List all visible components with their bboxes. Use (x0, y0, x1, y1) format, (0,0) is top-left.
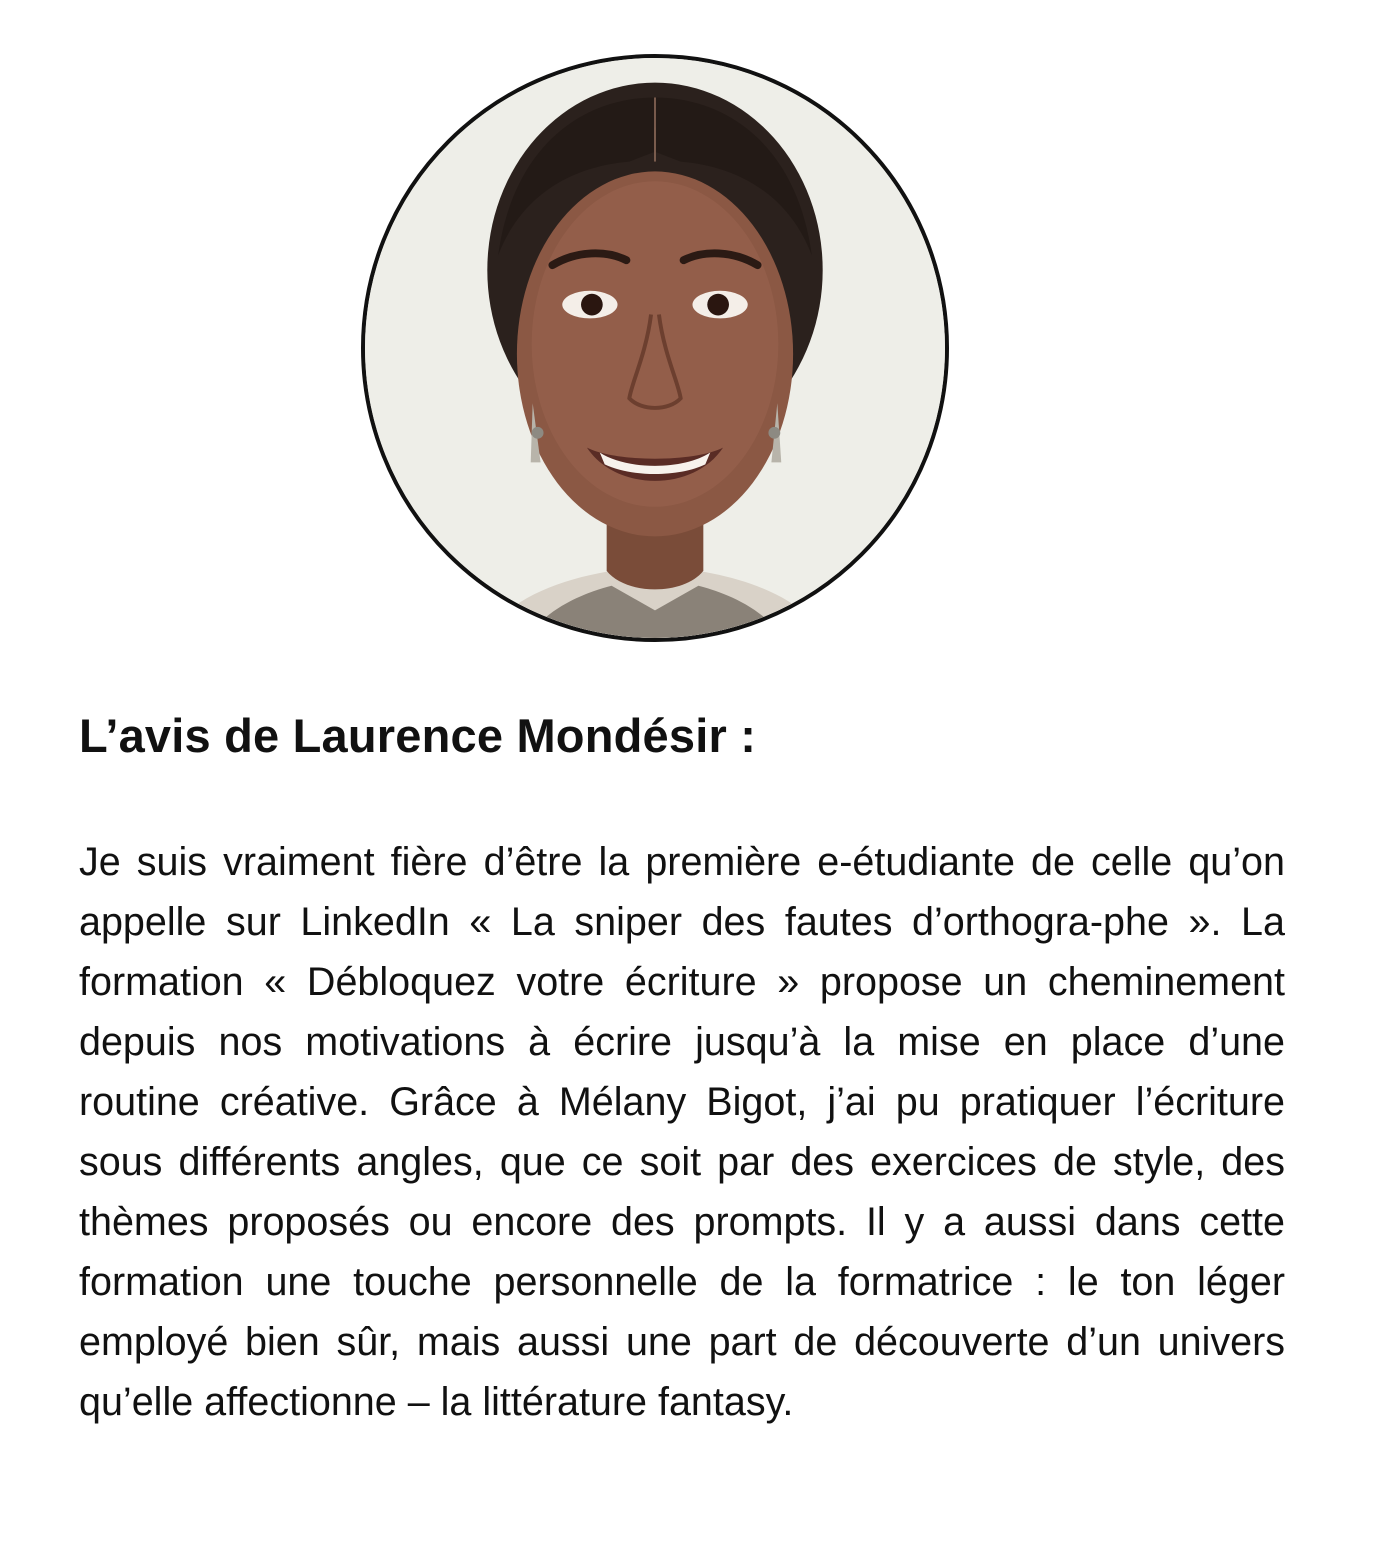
review-body: Je suis vraiment fière d’être la première e-étudiante de celle qu’on appelle sur LinkedIn « La sniper des fautes d’orthogra-phe ». La formation « Débloquez votre écriture » propose un cheminement depuis nos motivations à écrire jusqu’à la mise en place d’une routine créative. Grâce à Mélany Bigot, j’ai pu pratiquer l’écriture sous différents angles, que ce soit par des exercices de style, des thèmes proposés ou encore des prompts. Il y a aussi dans cette formation une touche personnelle de la formatrice : le ton léger employé bien sûr, mais aussi une part de découverte d’un univers qu’elle affectionne – la littérature fantasy. (79, 840, 1285, 1424)
review-title: L’avis de Laurence Mondésir : (79, 709, 757, 762)
profile-photo (361, 54, 949, 642)
portrait-photo-icon (365, 58, 945, 638)
